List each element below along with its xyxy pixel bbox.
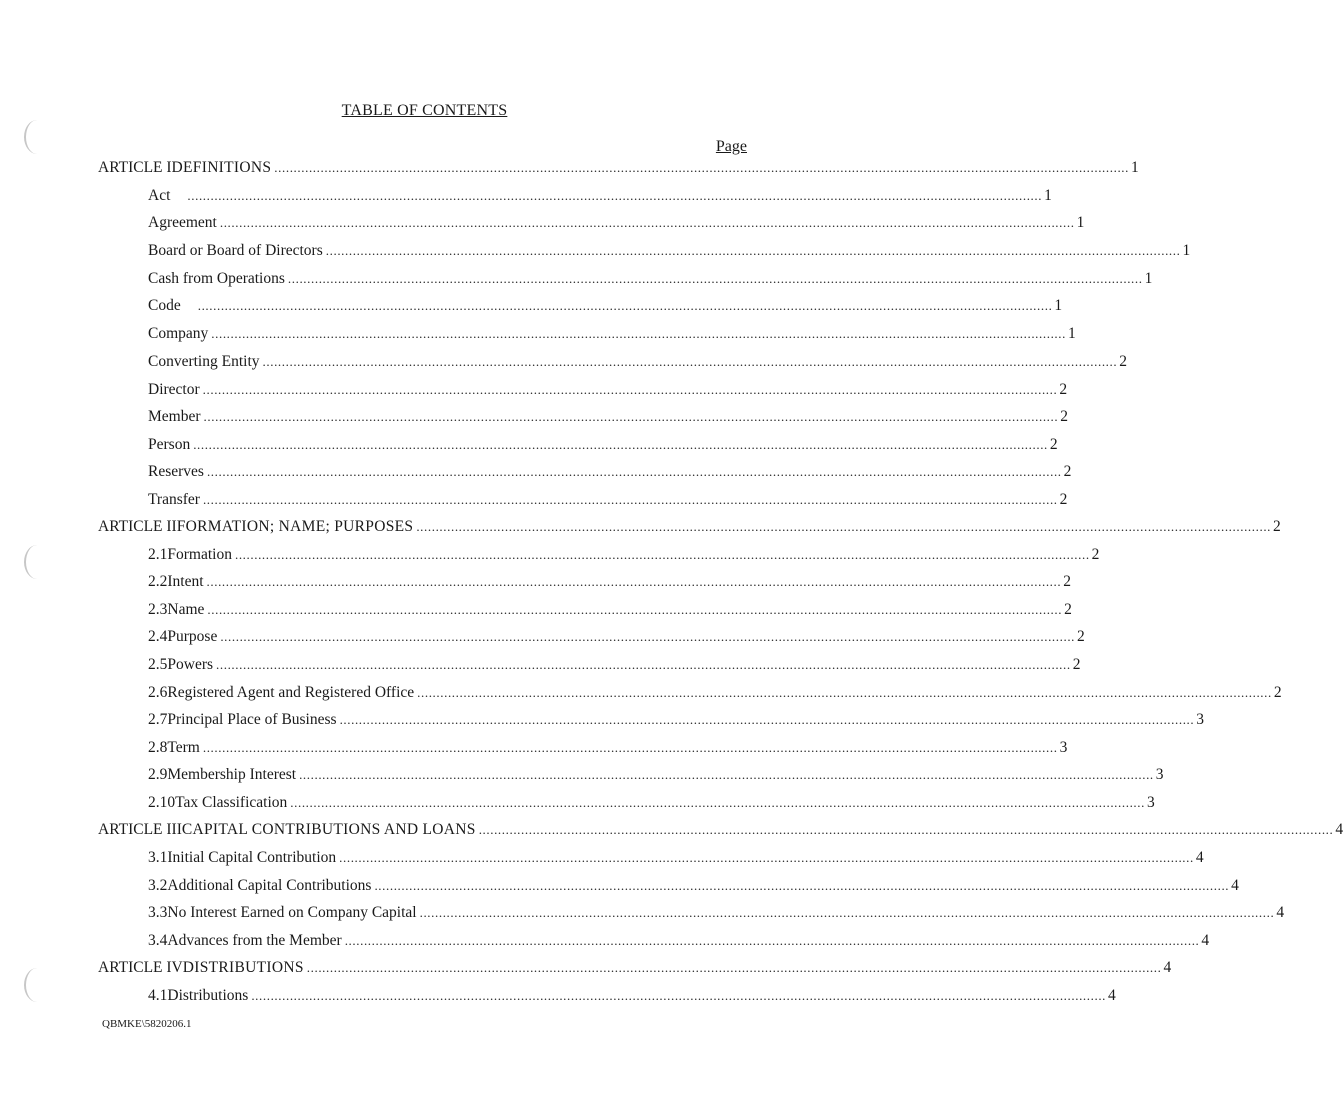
dot-leader: .............................................................................................................................................................................................................................. [299, 767, 1154, 782]
section-number: 2.1 [148, 546, 168, 563]
page-number: 2 [1049, 436, 1058, 453]
page-number: 1 [1054, 297, 1063, 314]
section-number: 2.3 [148, 601, 168, 618]
entry-title: Additional Capital Contributions [167, 877, 372, 894]
page-number: 1 [1044, 187, 1052, 204]
toc-section-entry [148, 738, 1068, 758]
toc-definition-entry [148, 435, 1058, 455]
toc-definition-entry [148, 213, 1085, 233]
section-number: 2.4 [148, 628, 168, 645]
toc-section-entry [148, 545, 1100, 565]
page-number: 4 [1163, 959, 1172, 976]
dot-leader: .............................................................................................................................................................................................................................. [203, 409, 1059, 424]
dot-leader: .............................................................................................................................................................................................................................. [202, 492, 1058, 507]
toc-section-entry [148, 683, 1282, 703]
dot-leader: .............................................................................................................................................................................................................................. [187, 188, 1043, 203]
toc-section-entry [148, 903, 1285, 923]
page-number: 4 [1276, 904, 1285, 921]
toc-definition-entry [148, 352, 1127, 372]
page-number: 1 [1182, 242, 1191, 259]
section-number: 3.4 [148, 932, 168, 949]
entry-title: Powers [167, 656, 214, 673]
entry-title: CAPITAL CONTRIBUTIONS AND LOANS [181, 821, 476, 838]
dot-leader: .............................................................................................................................................................................................................................. [211, 326, 1066, 341]
toc-article-entry [98, 517, 1281, 537]
entry-title: Director [148, 381, 200, 398]
entry-title: Board or Board of Directors [148, 242, 323, 259]
article-label: ARTICLE IV [98, 959, 183, 976]
entry-title: DISTRIBUTIONS [182, 959, 304, 976]
page-number: 2 [1064, 601, 1072, 618]
dot-leader: .............................................................................................................................................................................................................................. [306, 960, 1162, 975]
toc-section-entry [148, 627, 1085, 647]
dot-leader: .............................................................................................................................................................................................................................. [219, 215, 1075, 230]
page-number: 1 [1076, 214, 1085, 231]
entry-title: DEFINITIONS [171, 159, 272, 176]
entry-title: Cash from Operations [148, 270, 285, 287]
section-number: 2.5 [148, 656, 168, 673]
toc-definition-entry [148, 380, 1068, 400]
entry-title: FORMATION; NAME; PURPOSES [176, 518, 414, 535]
entry-title: Registered Agent and Registered Office [167, 684, 415, 701]
dot-leader: .............................................................................................................................................................................................................................. [206, 574, 1062, 589]
toc-title: TABLE OF CONTENTS [341, 102, 508, 119]
entry-title: Advances from the Member [167, 932, 342, 949]
toc-section-entry [148, 848, 1204, 868]
section-number: 3.3 [148, 904, 168, 921]
dot-leader: .............................................................................................................................................................................................................................. [478, 822, 1334, 837]
toc-definition-entry [148, 490, 1068, 510]
entry-title: Converting Entity [148, 353, 260, 370]
section-number: 3.2 [148, 877, 168, 894]
entry-title: Agreement [148, 214, 217, 231]
document-footer-id: QBMKE\5820206.1 [102, 1018, 192, 1030]
toc-section-entry [148, 986, 1116, 1006]
toc-definition-entry [148, 296, 1063, 316]
toc-section-entry [148, 876, 1239, 896]
page-number: 4 [1108, 987, 1116, 1004]
toc-section-entry [148, 655, 1081, 675]
dot-leader: .............................................................................................................................................................................................................................. [416, 519, 1272, 534]
page-number: 3 [1196, 711, 1205, 728]
section-number: 2.10 [148, 794, 176, 811]
entry-title: Company [148, 325, 209, 342]
page-number: 2 [1119, 353, 1127, 370]
dot-leader: .............................................................................................................................................................................................................................. [274, 160, 1129, 175]
dot-leader: .............................................................................................................................................................................................................................. [325, 243, 1181, 258]
entry-title: Tax Classification [175, 794, 288, 811]
toc-definition-entry [148, 186, 1052, 206]
entry-title: Membership Interest [167, 766, 297, 783]
dot-leader: .............................................................................................................................................................................................................................. [251, 988, 1107, 1003]
dot-leader: .............................................................................................................................................................................................................................. [290, 795, 1145, 810]
entry-title: Transfer [148, 491, 200, 508]
dot-leader: .............................................................................................................................................................................................................................. [202, 740, 1058, 755]
section-number: 3.1 [148, 849, 168, 866]
punch-hole-mark [24, 545, 50, 579]
entry-title: Intent [167, 573, 204, 590]
section-number: 2.2 [148, 573, 168, 590]
article-label: ARTICLE II [98, 518, 177, 535]
page-number: 2 [1091, 546, 1100, 563]
dot-leader: .............................................................................................................................................................................................................................. [419, 905, 1275, 920]
toc-definition-entry [148, 324, 1076, 344]
toc-definition-entry [148, 462, 1072, 482]
section-number: 4.1 [148, 987, 168, 1004]
toc-section-entry [148, 600, 1072, 620]
entry-title: Formation [167, 546, 232, 563]
punch-hole-mark [24, 120, 50, 154]
section-number: 2.9 [148, 766, 168, 783]
page-number: 2 [1063, 573, 1071, 590]
dot-leader: .............................................................................................................................................................................................................................. [197, 298, 1053, 313]
toc-article-entry [98, 158, 1139, 178]
entry-title: Reserves [148, 463, 204, 480]
page-number: 3 [1155, 766, 1164, 783]
toc-section-entry [148, 710, 1205, 730]
entry-title: Purpose [167, 628, 218, 645]
page-number: 2 [1072, 656, 1081, 673]
entry-title: Principal Place of Business [167, 711, 337, 728]
toc-section-entry [148, 572, 1071, 592]
toc-section-entry [148, 765, 1164, 785]
toc-article-entry [98, 958, 1172, 978]
toc-definition-entry [148, 241, 1191, 261]
toc-section-entry [148, 793, 1155, 813]
dot-leader: .............................................................................................................................................................................................................................. [417, 685, 1272, 700]
section-number: 2.7 [148, 711, 168, 728]
dot-leader: .............................................................................................................................................................................................................................. [262, 354, 1118, 369]
page-number: 1 [1144, 270, 1153, 287]
page-number: 4 [1231, 877, 1239, 894]
dot-leader: .............................................................................................................................................................................................................................. [374, 878, 1230, 893]
dot-leader: .............................................................................................................................................................................................................................. [234, 547, 1090, 562]
page-number: 4 [1195, 849, 1204, 866]
page-number: 2 [1060, 408, 1068, 425]
toc-definition-entry [148, 407, 1068, 427]
page-number: 4 [1335, 821, 1343, 838]
page-number: 2 [1063, 463, 1072, 480]
page-number: 3 [1146, 794, 1155, 811]
dot-leader: .............................................................................................................................................................................................................................. [206, 464, 1062, 479]
dot-leader: .............................................................................................................................................................................................................................. [216, 657, 1071, 672]
dot-leader: .............................................................................................................................................................................................................................. [339, 850, 1194, 865]
entry-title: Term [167, 739, 200, 756]
entry-title: Member [148, 408, 201, 425]
page-number: 4 [1201, 932, 1210, 949]
dot-leader: .............................................................................................................................................................................................................................. [287, 271, 1143, 286]
dot-leader: .............................................................................................................................................................................................................................. [344, 933, 1200, 948]
toc-article-entry [98, 820, 1343, 840]
page-number: 2 [1273, 684, 1282, 701]
page-number: 2 [1059, 381, 1068, 398]
dot-leader: .............................................................................................................................................................................................................................. [193, 437, 1048, 452]
dot-leader: .............................................................................................................................................................................................................................. [202, 382, 1058, 397]
article-label: ARTICLE I [98, 159, 172, 176]
dot-leader: .............................................................................................................................................................................................................................. [207, 602, 1063, 617]
section-number: 2.8 [148, 739, 168, 756]
page-number: 2 [1077, 628, 1085, 645]
entry-title: No Interest Earned on Company Capital [167, 904, 417, 921]
page-number: 1 [1131, 159, 1139, 176]
toc-definition-entry [148, 269, 1153, 289]
entry-title: Code [148, 297, 181, 314]
entry-title: Distributions [167, 987, 249, 1004]
entry-title: Name [167, 601, 205, 618]
toc-section-entry [148, 931, 1210, 951]
article-label: ARTICLE III [98, 821, 182, 838]
entry-title: Initial Capital Contribution [167, 849, 337, 866]
page-number: 1 [1067, 325, 1076, 342]
page-number: 2 [1059, 491, 1068, 508]
punch-hole-mark [24, 968, 50, 1002]
entry-title: Person [148, 436, 191, 453]
page-column-heading: Page [715, 138, 747, 155]
dot-leader: .............................................................................................................................................................................................................................. [220, 629, 1076, 644]
page-number: 2 [1273, 518, 1281, 535]
dot-leader: .............................................................................................................................................................................................................................. [339, 712, 1195, 727]
page-number: 3 [1059, 739, 1068, 756]
section-number: 2.6 [148, 684, 168, 701]
entry-title: Act [148, 187, 171, 204]
